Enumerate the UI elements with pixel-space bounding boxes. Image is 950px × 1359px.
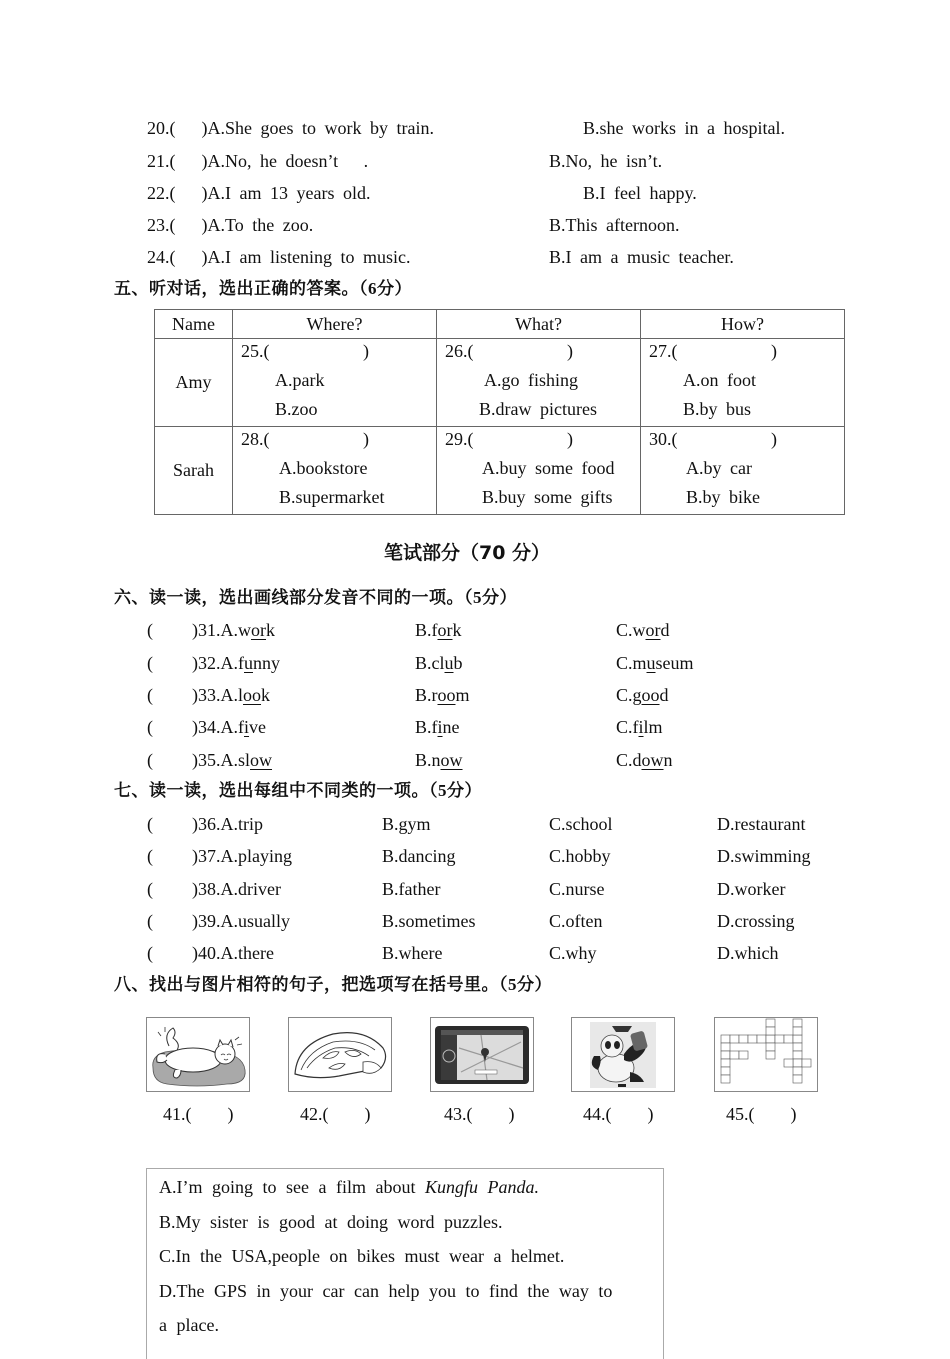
cell-26[interactable]: 26.( ) A.go fishing B.draw pictures (437, 339, 641, 427)
question-35-a: )35.A.slow (192, 750, 273, 770)
question-34-a: )34.A.five (192, 717, 267, 737)
header-how: How? (641, 310, 845, 339)
question-38-d: D.worker (717, 879, 786, 899)
sleeping-cat-picture (146, 1017, 250, 1092)
question-34-c: C.film (616, 717, 663, 737)
written-part-title: 笔试部分（70 分） (384, 542, 551, 564)
question-35-b: B.now (415, 750, 463, 770)
question-24: 24.( )A.I am listening to music. (147, 247, 411, 267)
sentence-option-d: D.The GPS in your car can help you to find the way to (159, 1281, 613, 1301)
question-34-b: B.fine (415, 717, 460, 737)
section-8-heading: 八、找出与图片相符的句子，把选项写在括号里。（5分） (114, 975, 552, 995)
answer-paren-36[interactable]: ( (147, 814, 153, 834)
question-39-c: C.often (549, 911, 603, 931)
question-36-b: B.gym (382, 814, 431, 834)
question-36-a: )36.A.trip (192, 814, 263, 834)
picture-answer-45[interactable]: 45.( ) (726, 1104, 797, 1124)
word-puzzle-picture (714, 1017, 818, 1092)
question-31-c: C.word (616, 620, 670, 640)
answer-paren-38[interactable]: ( (147, 879, 153, 899)
question-32-a: )32.A.funny (192, 653, 280, 673)
dialog-answer-table (154, 309, 845, 515)
picture-answer-43[interactable]: 43.( ) (444, 1104, 515, 1124)
question-38-b: B.father (382, 879, 441, 899)
answer-paren-40[interactable]: ( (147, 943, 153, 963)
picture-answer-42[interactable]: 42.( ) (300, 1104, 371, 1124)
question-36-d: D.restaurant (717, 814, 806, 834)
question-36-c: C.school (549, 814, 613, 834)
question-38-a: )38.A.driver (192, 879, 281, 899)
sentence-option-d-cont: a place. (159, 1315, 219, 1335)
answer-paren-39[interactable]: ( (147, 911, 153, 931)
option-21-b: B.No, he isn’t. (549, 151, 663, 171)
table-row-sarah (155, 427, 845, 515)
question-20: 20.( )A.She goes to work by train. (147, 118, 434, 138)
cell-30[interactable]: 30.( ) A.by car B.by bike (641, 427, 845, 515)
sentence-option-c: C.In the USA,people on bikes must wear a helmet. (159, 1246, 565, 1266)
answer-paren-35[interactable]: ( (147, 750, 153, 770)
question-33-c: C.good (616, 685, 669, 705)
question-39-a: )39.A.usually (192, 911, 290, 931)
section-7-heading: 七、读一读，选出每组中不同类的一项。（5分） (114, 781, 482, 801)
question-21: 21.( )A.No, he doesn’t . (147, 151, 369, 171)
answer-paren-34[interactable]: ( (147, 717, 153, 737)
kungfu-panda-poster-picture (571, 1017, 675, 1092)
cell-29[interactable]: 29.( ) A.buy some food B.buy some gifts (437, 427, 641, 515)
table-row-amy (155, 339, 845, 427)
question-39-b: B.sometimes (382, 911, 476, 931)
option-22-b: B.I feel happy. (583, 183, 697, 203)
row-name-sarah: Sarah (155, 427, 233, 515)
question-22: 22.( )A.I am 13 years old. (147, 183, 371, 203)
header-what: What? (437, 310, 641, 339)
question-40-b: B.where (382, 943, 443, 963)
answer-paren-32[interactable]: ( (147, 653, 153, 673)
picture-answer-41[interactable]: 41.( ) (163, 1104, 234, 1124)
sentence-options-box (146, 1168, 664, 1359)
question-40-a: )40.A.there (192, 943, 274, 963)
question-37-d: D.swimming (717, 846, 811, 866)
question-35-c: C.down (616, 750, 673, 770)
question-38-c: C.nurse (549, 879, 605, 899)
sentence-option-a: A.I’m going to see a film about Kungfu Panda. (159, 1177, 539, 1197)
answer-paren-37[interactable]: ( (147, 846, 153, 866)
option-20-b: B.she works in a hospital. (583, 118, 785, 138)
section-5-heading: 五、听对话，选出正确的答案。（6分） (114, 279, 412, 299)
question-37-c: C.hobby (549, 846, 611, 866)
option-23-b: B.This afternoon. (549, 215, 680, 235)
question-40-d: D.which (717, 943, 779, 963)
answer-paren-31[interactable]: ( (147, 620, 153, 640)
header-name: Name (155, 310, 233, 339)
cell-27[interactable]: 27.( ) A.on foot B.by bus (641, 339, 845, 427)
cell-25[interactable]: 25.( ) A.park B.zoo (233, 339, 437, 427)
question-37-a: )37.A.playing (192, 846, 292, 866)
row-name-amy: Amy (155, 339, 233, 427)
section-6-heading: 六、读一读，选出画线部分发音不同的一项。（5分） (114, 588, 517, 608)
question-37-b: B.dancing (382, 846, 456, 866)
question-33-a: )33.A.look (192, 685, 271, 705)
question-32-c: C.museum (616, 653, 694, 673)
question-32-b: B.club (415, 653, 463, 673)
question-40-c: C.why (549, 943, 597, 963)
answer-paren-33[interactable]: ( (147, 685, 153, 705)
question-31-a: )31.A.work (192, 620, 275, 640)
gps-device-picture (430, 1017, 534, 1092)
option-24-b: B.I am a music teacher. (549, 247, 734, 267)
question-39-d: D.crossing (717, 911, 795, 931)
question-23: 23.( )A.To the zoo. (147, 215, 314, 235)
picture-answer-44[interactable]: 44.( ) (583, 1104, 654, 1124)
question-33-b: B.room (415, 685, 470, 705)
header-where: Where? (233, 310, 437, 339)
bike-helmet-picture (288, 1017, 392, 1092)
cell-28[interactable]: 28.( ) A.bookstore B.supermarket (233, 427, 437, 515)
sentence-option-b: B.My sister is good at doing word puzzles. (159, 1212, 503, 1232)
table-header-row (155, 310, 845, 339)
question-31-b: B.fork (415, 620, 462, 640)
